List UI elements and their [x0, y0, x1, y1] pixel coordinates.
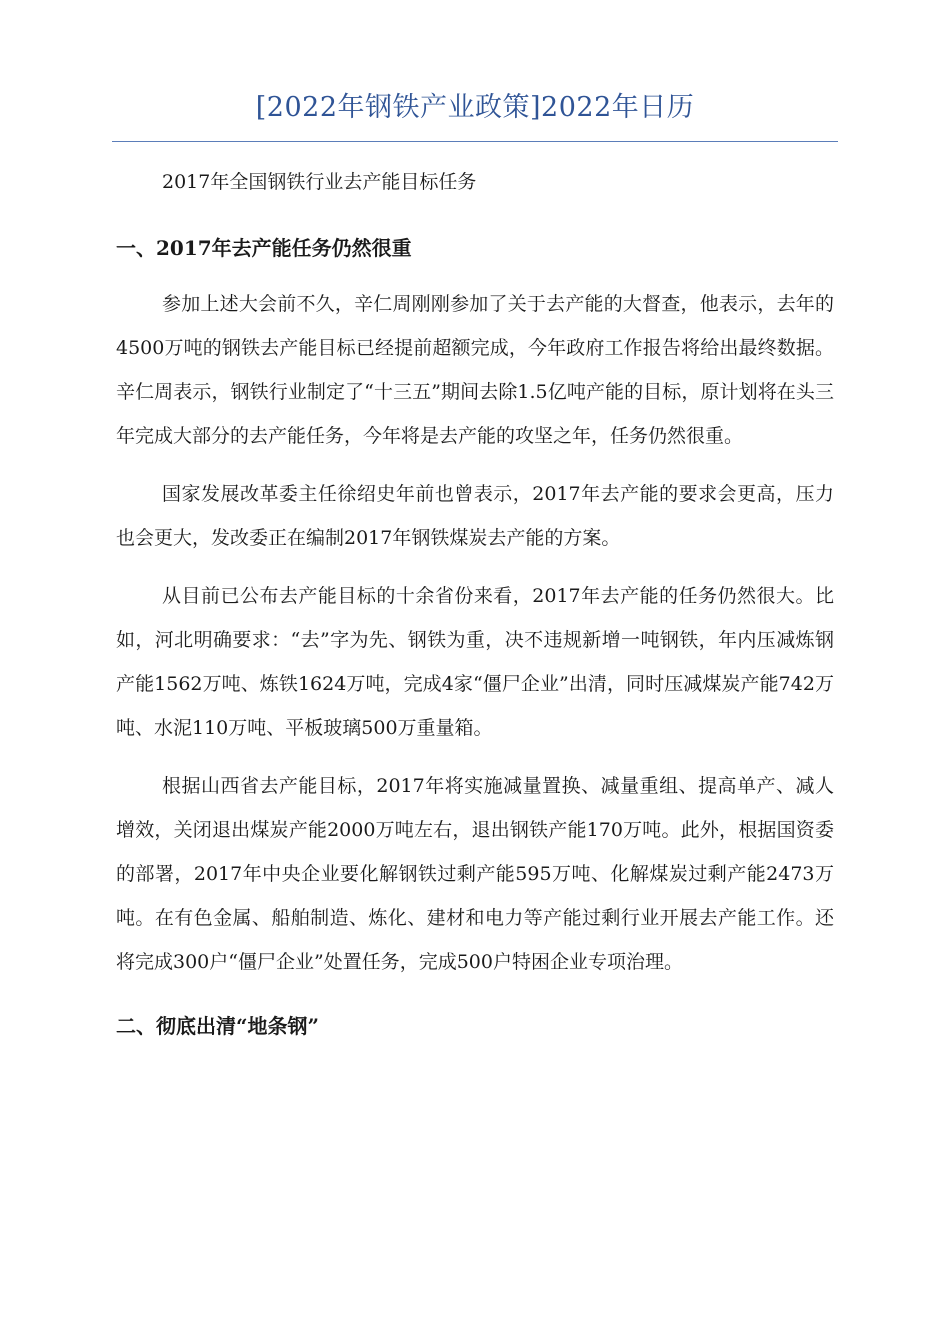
paragraph: 国家发展改革委主任徐绍史年前也曾表示，2017年去产能的要求会更高，压力也会更大，发改委正在编制2017年钢铁煤炭去产能的方案。 — [116, 483, 834, 549]
document-title: [2022年钢铁产业政策]2022年日历 — [255, 92, 695, 123]
section-heading-1: 一、2017年去产能任务仍然很重 — [116, 236, 412, 260]
title-divider — [112, 141, 838, 142]
paragraph: 从目前已公布去产能目标的十余省份来看，2017年去产能的任务仍然很大。比如，河北明确要求：“去”字为先、钢铁为重，决不违规新增一吨钢铁，年内压减炼钢产能1562万吨、炼铁1624万吨，完成4家“僵尸企业”出清，同时压减煤炭产能742万吨、水泥110万吨、平板玻璃500万重量箱。 — [116, 585, 834, 739]
paragraph: 根据山西省去产能目标，2017年将实施减量置换、减量重组、提高单产、减人增效，关闭退出煤炭产能2000万吨左右，退出钢铁产能170万吨。此外，根据国资委的部署，2017年中央企业要化解钢铁过剩产能595万吨、化解煤炭过剩产能2473万吨。在有色金属、船舶制造、炼化、建材和电力等产能过剩行业开展去产能工作。还将完成300户“僵尸企业”处置任务，完成500户特困企业专项治理。 — [116, 775, 834, 973]
paragraph: 参加上述大会前不久，辛仁周刚刚参加了关于去产能的大督查，他表示，去年的4500万吨的钢铁去产能目标已经提前超额完成，今年政府工作报告将给出最终数据。辛仁周表示，钢铁行业制定了“十三五”期间去除1.5亿吨产能的目标，原计划将在头三年完成大部分的去产能任务，今年将是去产能的攻坚之年，任务仍然很重。 — [116, 293, 834, 447]
section-heading-2: 二、彻底出清“地条钢” — [116, 1014, 320, 1038]
document-subtitle: 2017年全国钢铁行业去产能目标任务 — [162, 171, 477, 193]
document-body — [116, 160, 834, 1048]
